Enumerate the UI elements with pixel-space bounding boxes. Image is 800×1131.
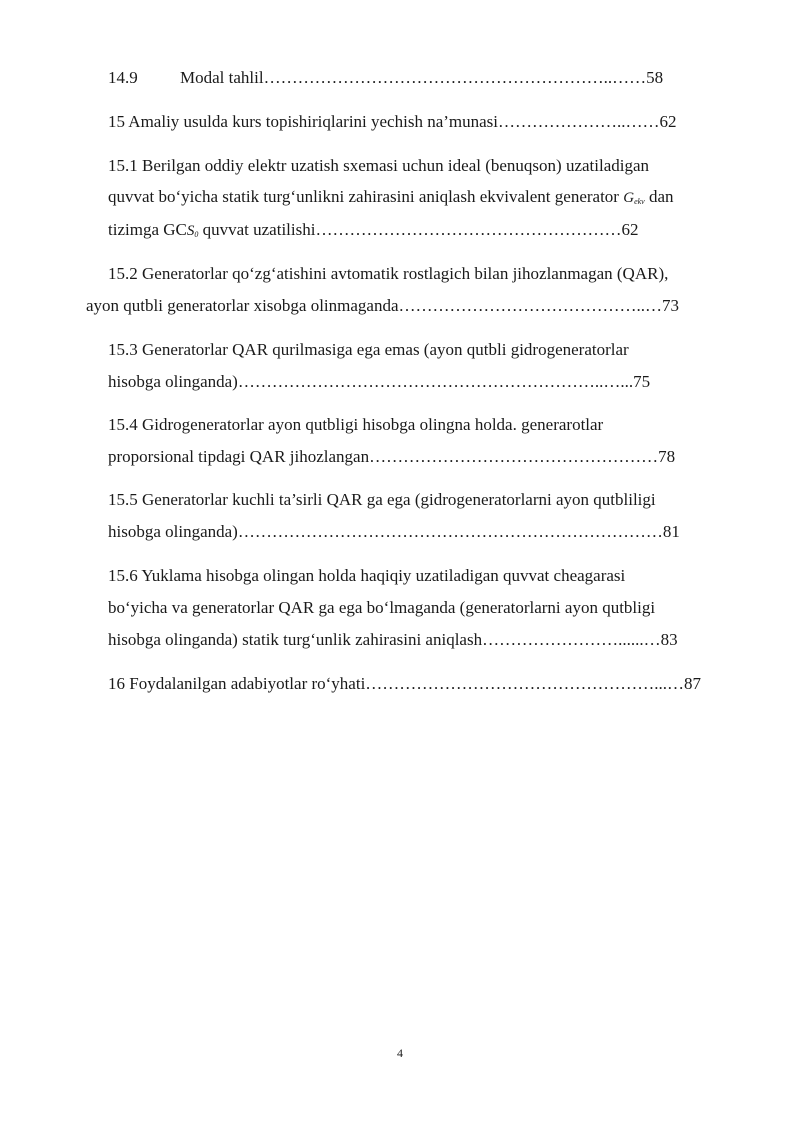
toc-entry-15-6-line-3: hisobga olinganda) statik turg‘unlik zahirasini aniqlash……………………......…83 — [108, 630, 678, 649]
page-number: 4 — [397, 1046, 403, 1060]
toc-entry-15-6-line-1: 15.6 Yuklama hisobga olingan holda haqiqiy uzatiladigan quvvat cheagarasi — [108, 566, 626, 585]
toc-entry-15-5-line-1: 15.5 Generatorlar kuchli ta’sirli QAR ga ega (gidrogeneratorlarni ayon qutbliligi — [108, 490, 656, 509]
toc-entry-15: 15 Amaliy usulda kurs topishiriqlarini yechish na’munasi…………………..……62 — [108, 112, 677, 131]
toc-entry-16: 16 Foydalanilgan adabiyotlar ro‘yhati……………………………………………...…87 — [108, 674, 702, 693]
toc-entry-15-2-line-1: 15.2 Generatorlar qo‘zg‘atishini avtomatik rostlagich bilan jihozlanmagan (QAR), — [108, 264, 669, 283]
toc-entry-15-4-line-2: proporsional tipdagi QAR jihozlangan……………………………………………78 — [108, 447, 676, 466]
toc-entry-15-1-line-1: 15.1 Berilgan oddiy elektr uzatish sxemasi uchun ideal (benuqson) uzatiladigan — [108, 156, 650, 175]
toc-entry-text: tizimga GC — [108, 220, 187, 239]
toc-entry-15-3-line-2: hisobga olinganda)………………………………………………………..…...75 — [108, 372, 651, 391]
formula-s-0: $S_0$ — [186, 223, 199, 239]
toc-entry-number: 14.9 — [108, 68, 138, 87]
toc-entry-15-5-line-2: hisobga olinganda)…………………………………………………………………81 — [108, 522, 680, 541]
toc-entry-text: Modal tahlil……………………………………………………..……58 — [180, 68, 664, 87]
toc-entry-15-1-line-2 — [108, 187, 674, 212]
toc-entry-15-4-line-1: 15.4 Gidrogeneratorlar ayon qutbligi hisobga olingna holda. generarotlar — [108, 415, 604, 434]
toc-entry-15-2-line-2: ayon qutbli generatorlar xisobga olinmaganda……………………………………..…73 — [86, 296, 680, 315]
toc-entry-14-9 — [108, 68, 663, 88]
toc-entry-15-1-line-3 — [108, 220, 638, 245]
toc-entry-15-6-line-2: bo‘yicha va generatorlar QAR ga ega bo‘lmaganda (generatorlarni ayon qutbligi — [108, 598, 656, 617]
toc-entry-text: quvvat bo‘yicha statik turg‘unlikni zahirasini aniqlash ekvivalent generator — [108, 187, 624, 206]
toc-entry-text: dan — [644, 187, 674, 206]
toc-entry-text: quvvat uzatilishi………………………………………………62 — [198, 220, 639, 239]
toc-entry-15-3-line-1: 15.3 Generatorlar QAR qurilmasiga ega emas (ayon qutbli gidrogeneratorlar — [108, 340, 629, 359]
formula-g-ekv: $G_{ekv}$ — [623, 190, 645, 206]
